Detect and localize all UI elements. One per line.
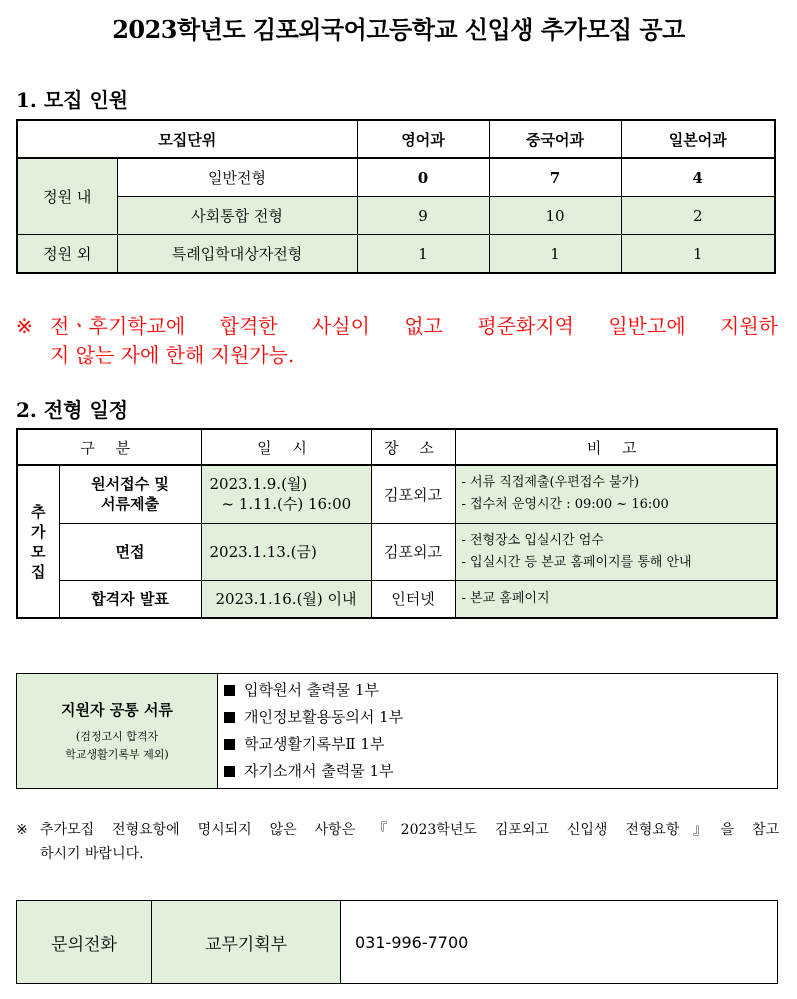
remark-line: - 서류 직접제출(우편접수 불가) [461,475,640,491]
table-row [17,158,775,197]
reference-note [16,818,779,866]
header-chinese: 중국어과 [489,120,621,158]
table-row [17,901,778,984]
table-row [17,235,775,274]
row-label: 합격자 발표 [59,580,201,618]
remark-line: - 입실시간 등 본교 홈페이지를 통해 안내 [461,554,692,570]
table-row [17,197,775,235]
group-label: 추 가 모 집 [31,502,46,581]
group-out-quota: 정원 외 [17,235,117,274]
document-item: 자기소개서 출력물 1부 [244,762,394,780]
contact-department: 교무기획부 [152,901,341,984]
table-row [17,465,777,523]
header-japanese: 일본어과 [621,120,775,158]
list-item [224,758,777,785]
place-cell: 김포외고 [371,523,455,580]
documents-table [16,673,778,789]
table-header-row [17,120,775,158]
header-category: 구 분 [17,429,201,465]
note-line: 추가모집 전형요항에 명시되지 않은 사항은 『2023학년도 김포외고 신입생 전형요항』을 참고 [40,822,779,838]
cell-value: 10 [489,197,621,235]
cell-value: 2 [621,197,775,235]
date-cell: 2023.1.16.(월) 이내 [201,580,371,618]
table-row [17,674,778,789]
date-cell: 2023.1.13.(금) [201,523,371,580]
cell-value: 0 [357,158,489,197]
square-bullet-icon [224,685,235,696]
row-label-line: 서류제출 [101,495,159,514]
row-label: 사회통합 전형 [117,197,357,235]
square-bullet-icon [224,766,235,777]
contact-phone: 031-996-7700 [341,901,778,984]
date-cell [201,465,371,523]
section-heading-schedule: 2. 전형 일정 [16,398,129,422]
remarks-cell: - 본교 홈페이지 [455,580,777,618]
remarks-cell [455,523,777,580]
documents-list [218,677,777,785]
date-line: ~ 1.11.(수) 16:00 [221,495,352,514]
row-label: 특례입학대상자전형 [117,235,357,274]
reference-mark: ※ [16,314,33,338]
cell-value: 4 [621,158,775,197]
square-bullet-icon [224,712,235,723]
list-item [224,677,777,704]
row-label-line: 원서접수 및 [91,475,169,494]
group-additional-recruitment [17,465,59,618]
header-place: 장 소 [371,429,455,465]
remark-line: - 접수처 운영시간 : 09:00 ~ 16:00 [461,497,669,513]
header-english: 영어과 [357,120,489,158]
list-item [224,704,777,731]
cell-value: 1 [621,235,775,274]
row-label [59,465,201,523]
header-unit: 모집단위 [17,120,357,158]
row-label: 일반전형 [117,158,357,197]
cell-value: 9 [357,197,489,235]
date-line: 2023.1.9.(월) [209,475,308,494]
table-row [17,580,777,618]
place-cell: 인터넷 [371,580,455,618]
cell-value: 1 [489,235,621,274]
documents-title-cell [17,674,218,789]
contact-table [16,900,778,984]
list-item [224,731,777,758]
page-title: 2023학년도 김포외국어고등학교 신입생 추가모집 공고 [112,15,685,44]
documents-subtitle: (검정고시 합격자 [75,729,159,743]
table-header-row [17,429,777,465]
square-bullet-icon [224,739,235,750]
eligibility-note [16,312,778,370]
note-line: 지 않는 자에 한해 지원가능. [50,343,295,367]
reference-mark: ※ [16,822,28,838]
contact-label: 문의전화 [17,901,152,984]
header-remarks: 비 고 [455,429,777,465]
cell-value: 7 [489,158,621,197]
remarks-cell [455,465,777,523]
documents-list-cell [218,674,778,789]
recruitment-table [16,119,776,274]
row-label: 면접 [59,523,201,580]
place-cell: 김포외고 [371,465,455,523]
documents-subtitle: 학교생활기록부 제외) [65,747,169,761]
document-item: 학교생활기록부Ⅱ 1부 [244,735,385,753]
document-item: 입학원서 출력물 1부 [244,681,380,699]
note-line: 하시기 바랍니다. [40,846,144,862]
table-row [17,523,777,580]
group-in-quota: 정원 내 [17,158,117,235]
header-datetime: 일 시 [201,429,371,465]
schedule-table [16,428,778,619]
documents-title: 지원자 공통 서류 [61,700,173,719]
section-heading-recruitment: 1. 모집 인원 [16,88,129,112]
remark-line: - 전형장소 입실시간 엄수 [461,532,604,548]
cell-value: 1 [357,235,489,274]
note-line: 전ㆍ후기학교에 합격한 사실이 없고 평준화지역 일반고에 지원하 [50,314,778,338]
document-item: 개인정보활용동의서 1부 [244,708,404,726]
